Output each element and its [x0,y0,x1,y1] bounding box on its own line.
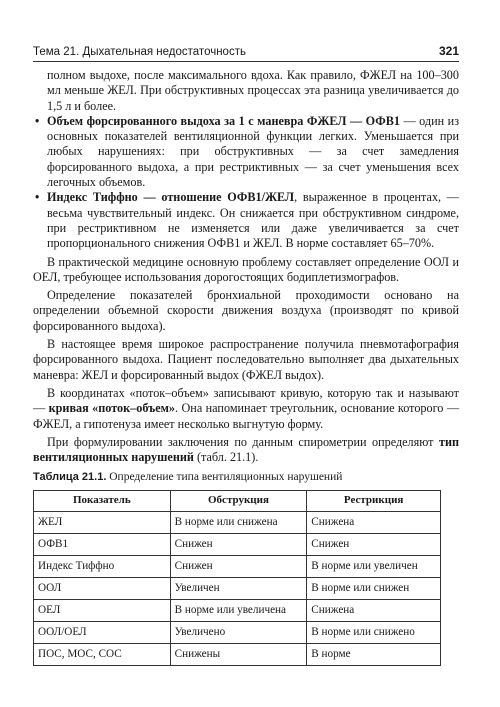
bullet-term: Индекс Тиффно — отношение ОФВ1/ЖЕЛ [47,190,295,205]
table-cell: В норме или увеличена [170,599,307,621]
table-caption [33,470,459,485]
table-cell: Индекс Тиффно [34,555,171,577]
paragraph: В координатах «поток–объем» записывают кривую, которую так и называют — кривая «поток–объем». Она напоминает треугольник, основание которого — ФЖЕЛ, а гипотенуза имеет несколько выгнутую форму. [33,385,460,431]
table-cell: Снижен [170,533,307,555]
paragraph: В практической медицине основную проблему составляет определение ООЛ и ОЕЛ, требующее использования дорогостоящих бодиплетизмографов. [33,254,459,284]
paragraph: В настоящее время широкое распространение получила пневмотафография форсированного выдоха. Пациент последовательно выполняет два дыхательных маневра: ЖЕЛ и форсированный выдох (ФЖЕЛ выдох). [33,337,459,382]
table-cell: ОЕЛ [34,599,171,621]
table-cell: Увеличено [170,621,307,643]
table-cell: ОФВ1 [34,533,171,555]
table-row [34,599,441,621]
table-cell: ООЛ/ОЕЛ [34,621,171,643]
table-cell: ПОС, МОС, СОС [34,643,171,665]
table-row [34,533,441,555]
ventilation-disorders-table [33,490,441,666]
table-cell: Снижена [307,511,441,533]
page-number: 321 [438,44,459,58]
table-cell: Снижен [307,533,441,555]
bullet-item-ofv1 [33,114,459,190]
table-row [34,555,441,577]
paragraph: При формулировании заключения по данным спирометрии определяют тип вентиляционных нарушений (табл. 21.1). [33,434,459,465]
table-header-row [34,490,441,511]
table-row [34,577,441,599]
continuation-text: полном выдохе, после максимального вдоха. Как правило, ФЖЕЛ на 100–300 мл меньше ЖЕЛ. При обструктивных процессах эта разница увеличивается до 1,5 л и более. [47,68,459,113]
table-label: Таблица 21.1. [33,471,107,484]
table-cell: В норме или снижена [170,511,307,533]
table-cell: Снижена [307,599,441,621]
table-cell: В норме или снижен [307,577,441,599]
page-body [33,68,459,666]
table-cell: В норме или увеличен [307,555,441,577]
term-flow-volume-curve: кривая «поток–объем» [48,401,176,416]
table-cell: Увеличен [170,577,307,599]
table-cell: Снижен [170,555,307,577]
table-cell: Снижены [170,643,307,665]
chapter-topic: Тема 21. Дыхательная недостаточность [33,46,246,58]
table-row [34,643,441,665]
column-header: Обструкция [170,490,307,511]
table-cell: ООЛ [34,577,171,599]
bullet-icon: • [35,113,40,128]
column-header: Показатель [34,490,171,511]
table-row [34,511,441,533]
running-header [33,44,459,62]
column-header: Рестрикция [307,490,441,511]
table-cell: В норме [307,643,441,665]
bullet-continuation [33,68,459,114]
bullet-term: Объем форсированного выдоха за 1 с маневра ФЖЕЛ — ОФВ1 [47,113,400,128]
bullet-text: — один из основных показателей вентиляционной функции легких. Уменьшается при любых нарушениях: при обструктивных — за счет замедления форсированного выдоха, а при рестриктивных — за счет уменьшения всех легочных объемов. [47,113,460,190]
bullet-text: , выраженное в процентах, — весьма чувствительный индекс. Он снижается при обструктивном синдроме, при рестриктивном не изменяется или даже увеличивается за счет пропорционального снижения ОФВ1 и ЖЕЛ. В норме составляет 65–70%. [47,190,459,251]
bullet-icon: • [35,190,40,205]
term-ventilation-disorders: тип вентиляционных нарушений [33,434,459,465]
table-cell: ЖЕЛ [34,511,171,533]
paragraph: Определение показателей бронхиальной проходимости основано на определении объемной скорости движения воздуха (производят по кривой форсированного выдоха). [33,288,459,333]
bullet-item-tiffeneau [33,190,459,251]
table-title: Определение типа вентиляционных нарушений [106,471,343,484]
table-cell: В норме или снижено [307,621,441,643]
table-row [34,621,441,643]
